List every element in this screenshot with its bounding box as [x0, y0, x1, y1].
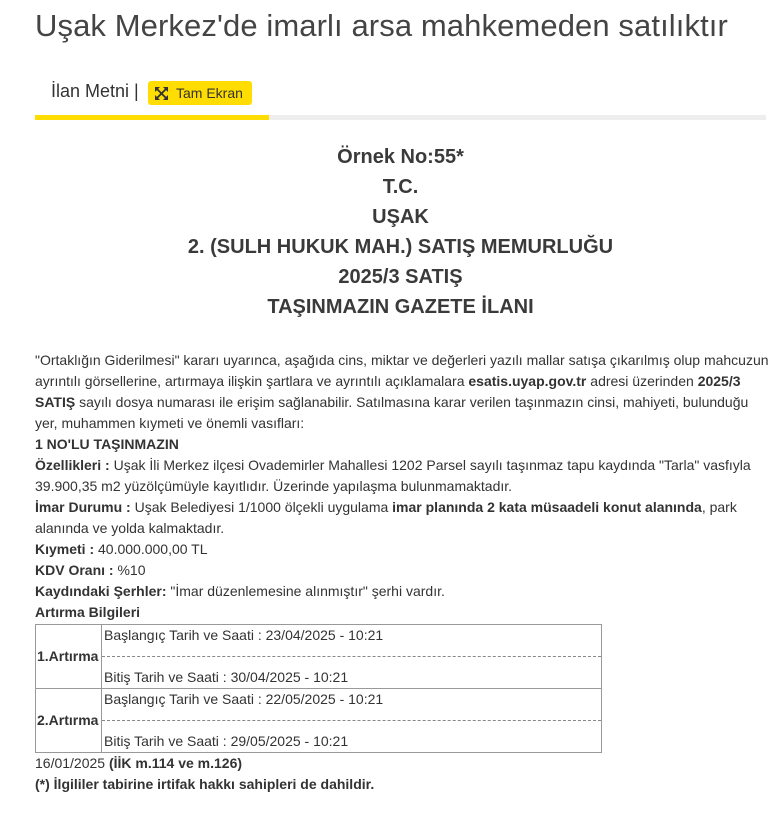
tab-bar — [35, 76, 766, 120]
tab-ilan-metni[interactable]: İlan Metni | — [51, 81, 139, 101]
footnote: (*) İlgililer tabirine irtifak hakkı sahipleri de dahildir. — [35, 776, 375, 792]
dashed-divider — [102, 656, 601, 657]
fullscreen-label: Tam Ekran — [176, 85, 243, 101]
auction-start: Başlangıç Tarih ve Saati : 23/04/2025 - 10:21 — [104, 627, 384, 643]
heading-tc: T.C. — [382, 176, 419, 198]
notice-heading — [35, 142, 766, 322]
auction-dates — [102, 689, 602, 753]
heading-city: UŞAK — [372, 206, 429, 228]
table-row — [36, 689, 602, 753]
notice-body — [35, 350, 770, 795]
property-zoning: İmar Durumu : Uşak Belediyesi 1/1000 ölçekli uygulama imar planında 2 kata müsaadeli konut alanında, park alanında ve yolda kalmaktadır. — [35, 499, 737, 536]
property-features: Özellikleri : Uşak İli Merkez ilçesi Ovademirler Mahallesi 1202 Parsel sayılı taşınmaz tapu kaydında "Tarla" vasfıyla 39.900,35 m2 yüzölçümüyle kayıtlıdır. Üzerinde yapılaşma bulunmamaktadır. — [35, 457, 751, 494]
file-number: 2025/3 SATIŞ — [35, 373, 741, 410]
auction-start: Başlangıç Tarih ve Saati : 22/05/2025 - 10:21 — [104, 691, 384, 707]
heading-office: 2. (SULH HUKUK MAH.) SATIŞ MEMURLUĞU — [187, 236, 614, 258]
intro-paragraph: "Ortaklığın Giderilmesi" kararı uyarınca, aşağıda cins, miktar ve değerleri yazılı mallar satışa çıkarılmış olup mahcuzun ayrıntılı görsellerine, artırmaya ilişkin şartlara ve ayrıntılı açıklamalara esatis.uyap.gov.tr adresi üzerinden 2025/3 SATIŞ sayılı dosya numarası ile erişim sağlanabilir. Satılmasına karar verilen taşınmazın cinsi, mahiyeti, bulunduğu yer, muhammen kıymeti ve önemli vasıfları: — [35, 352, 769, 431]
auction-title: Artırma Bilgileri — [35, 604, 141, 620]
auction-end: Bitiş Tarih ve Saati : 30/04/2025 - 10:21 — [104, 669, 349, 685]
tab-divider — [269, 115, 766, 120]
notice-date: 16/01/2025 (İİK m.114 ve m.126) — [35, 755, 243, 771]
table-row — [36, 625, 602, 689]
sample-number: Örnek No:55* — [337, 146, 464, 168]
fullscreen-button[interactable] — [148, 81, 252, 105]
property-vat: KDV Oranı : %10 — [35, 562, 146, 578]
esatis-link: esatis.uyap.gov.tr — [468, 373, 587, 389]
auction-end: Bitiş Tarih ve Saati : 29/05/2025 - 10:21 — [104, 733, 349, 749]
heading-file: 2025/3 SATIŞ — [338, 266, 463, 288]
page-title: Uşak Merkez'de imarlı arsa mahkemeden satılıktır — [35, 8, 728, 43]
property-heading: 1 NO'LU TAŞINMAZIN — [35, 436, 179, 452]
expand-arrows-icon — [155, 87, 168, 100]
property-annotations: Kaydındaki Şerhler: "İmar düzenlemesine alınmıştır" şerhi vardır. — [35, 583, 445, 599]
dashed-divider — [102, 720, 601, 721]
auction-round-label: 2.Artırma — [36, 689, 102, 753]
property-value: Kıymeti : 40.000.000,00 TL — [35, 541, 208, 557]
auction-dates — [102, 625, 602, 689]
auction-round-label: 1.Artırma — [36, 625, 102, 689]
active-tab-underline — [35, 115, 269, 120]
auction-table — [35, 624, 602, 753]
heading-notice-title: TAŞINMAZIN GAZETE İLANI — [267, 296, 534, 318]
